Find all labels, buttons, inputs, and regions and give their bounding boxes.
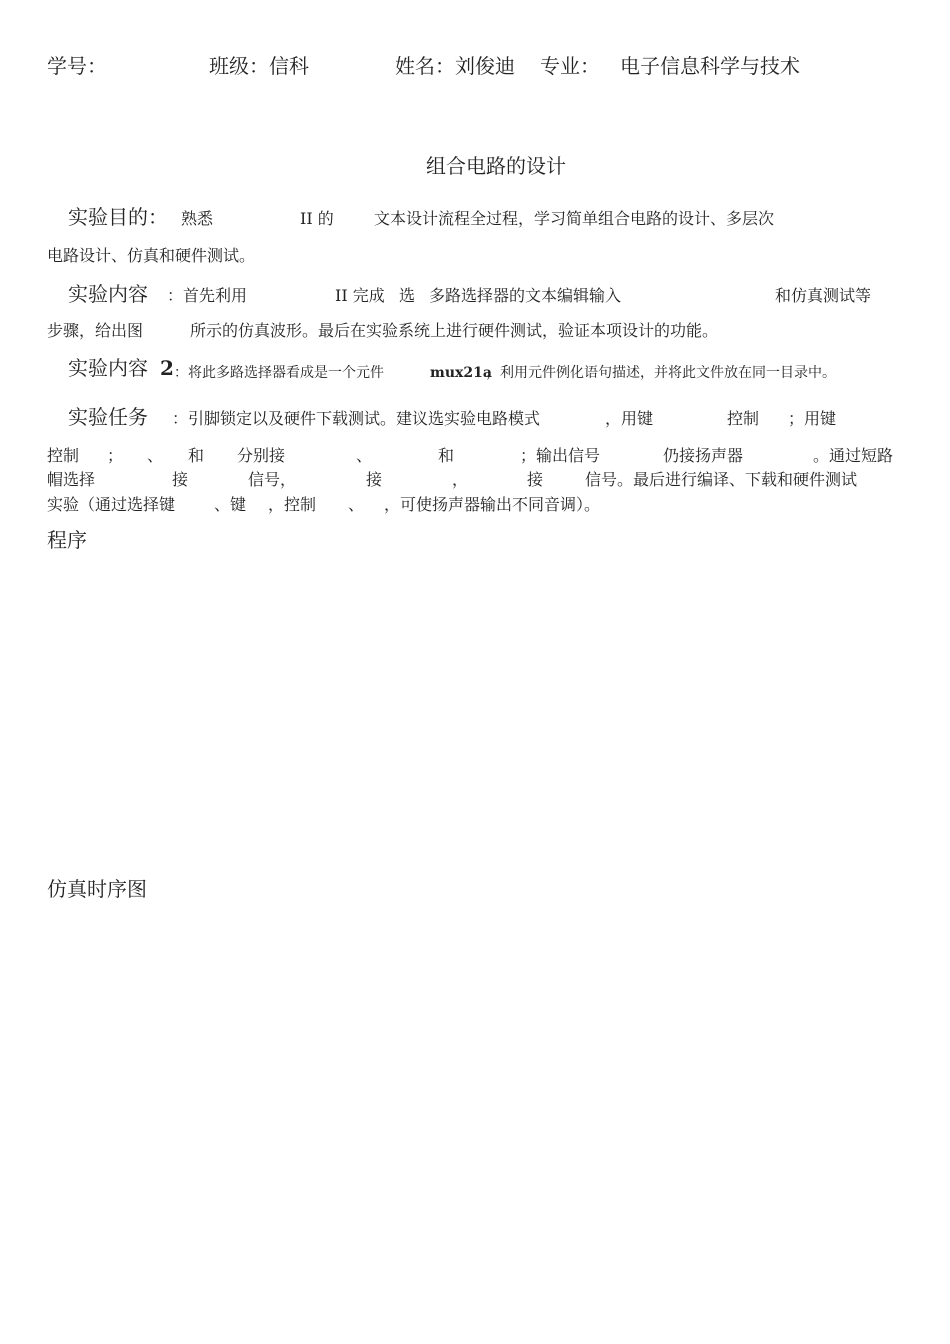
purpose-text: II 的	[300, 209, 334, 228]
content1-text: 步骤，给出图	[47, 321, 144, 340]
task-text: ；输出信号	[520, 446, 601, 465]
task-text: 、	[356, 446, 373, 465]
content1-heading: 实验内容	[68, 282, 148, 306]
task-text: ，可使扬声器输出不同音调）。	[384, 495, 601, 514]
task-text: ，	[452, 470, 469, 489]
waveform-heading: 仿真时序图	[47, 877, 147, 901]
purpose-heading: 实验目的：	[68, 205, 168, 229]
content1-text: 多路选择器的文本编辑输入	[429, 286, 622, 305]
page-title: 组合电路的设计	[426, 154, 566, 178]
task-text: 、	[147, 446, 164, 465]
purpose-text: 文本设计流程全过程，学习简单组合电路的设计、多层次	[374, 209, 775, 228]
task-text: 、	[348, 495, 365, 514]
task-text: ，用键	[605, 409, 654, 428]
task-text: ，控制	[268, 495, 317, 514]
task-heading: 实验任务	[68, 405, 148, 429]
task-text: 接	[366, 470, 383, 489]
purpose-text: 电路设计、仿真和硬件测试。	[47, 246, 256, 265]
major-label: 专业：	[540, 54, 600, 78]
task-text: 、键	[214, 495, 247, 514]
task-text: 和	[188, 446, 205, 465]
task-text: 。通过短路	[813, 446, 894, 465]
name-label: 姓名：刘俊迪	[395, 54, 515, 78]
component-name: mux21a	[430, 365, 492, 381]
content1-text: 和仿真测试等	[775, 286, 872, 305]
content2-text: ：将此多路选择器看成是一个元件	[174, 365, 384, 381]
content1-text: ：首先利用	[167, 286, 248, 305]
task-text: 信号，	[248, 470, 297, 489]
task-text: 接	[172, 470, 189, 489]
task-text: 和	[438, 446, 455, 465]
task-text: 分别接	[237, 446, 286, 465]
content2-heading-number: 2	[160, 356, 174, 380]
task-text: ；用键	[788, 409, 837, 428]
student-id-label: 学号：	[47, 54, 107, 78]
task-text: 仍接扬声器	[663, 446, 744, 465]
content1-text: 选	[399, 286, 416, 305]
task-text: 实验（通过选择键	[47, 495, 176, 514]
program-heading: 程序	[47, 528, 87, 552]
task-text: 控制	[727, 409, 760, 428]
content1-text: 所示的仿真波形。最后在实验系统上进行硬件测试，验证本项设计的功能。	[190, 321, 719, 340]
purpose-text: 熟悉	[181, 209, 214, 228]
task-text: 帽选择	[47, 470, 96, 489]
task-text: ；	[107, 446, 124, 465]
content1-text: II 完成	[335, 286, 385, 305]
task-text: 接	[527, 470, 544, 489]
task-text: 控制	[47, 446, 80, 465]
task-text: 信号。最后进行编译、下载和硬件测试	[585, 470, 858, 489]
content2-heading: 实验内容	[68, 356, 148, 380]
task-text: ：引脚锁定以及硬件下载测试。建议选实验电路模式	[172, 409, 541, 428]
class-label: 班级：信科	[209, 54, 309, 78]
major-value: 电子信息科学与技术	[620, 54, 800, 78]
content2-text: ，利用元件例化语句描述，并将此文件放在同一目录中。	[486, 365, 836, 381]
